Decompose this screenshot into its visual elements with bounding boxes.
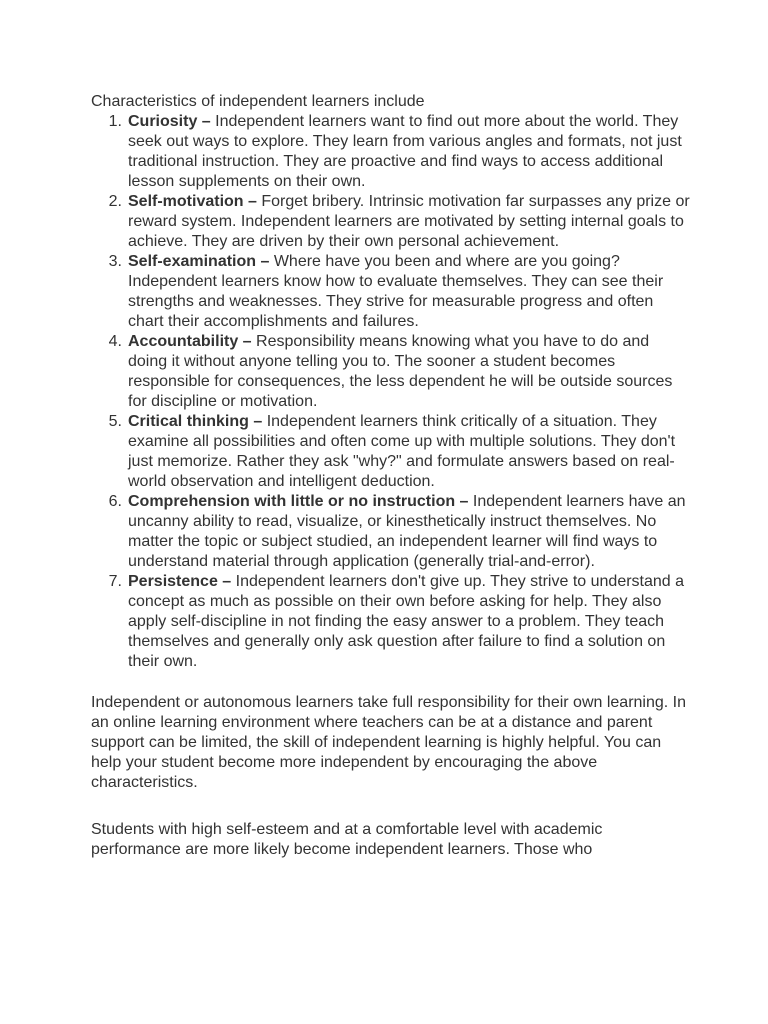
list-item-number: 4. [108, 333, 122, 350]
list-item-term: Critical thinking – [128, 413, 263, 430]
paragraph-self-esteem: Students with high self-esteem and at a comfortable level with academic performance are more likely become independent learners. Those who [91, 821, 603, 858]
list-item-number: 6. [108, 493, 122, 510]
list-item-term: Self-examination – [128, 253, 270, 270]
list-item-text: Independent learners have an uncanny ability to read, visualize, or kinesthetically instruct themselves. No matter the topic or subject studied, an independent learner will find ways to understand material through application (generally trial-and-error). [128, 493, 686, 570]
list-item-text: Where have you been and where are you going? Independent learners know how to evaluate themselves. They can see their strengths and weaknesses. They strive for measurable progress and often chart their accomplishments and failures. [128, 253, 664, 330]
list-item-term: Self-motivation – [128, 193, 257, 210]
list-item-term: Comprehension with little or no instruction – [128, 493, 469, 510]
list-item [91, 112, 691, 192]
list-item-number: 1. [108, 113, 122, 130]
list-item [91, 492, 691, 572]
list-item-text: Independent learners think critically of a situation. They examine all possibilities and often come up with multiple solutions. They don't just memorize. Rather they ask "why?" and formulate answers based on real-world observation and intelligent deduction. [128, 413, 676, 490]
list-item [91, 252, 691, 332]
list-item-term: Accountability – [128, 333, 252, 350]
list-item-text: Responsibility means knowing what you have to do and doing it without anyone telling you to. The sooner a student becomes responsible for consequences, the less dependent he will be outside sources for discipline or motivation. [128, 333, 673, 410]
list-item [91, 192, 691, 252]
list-item [91, 412, 691, 492]
paragraph-autonomous-learners: Independent or autonomous learners take full responsibility for their own learning. In an online learning environment where teachers can be at a distance and parent support can be limited, the skill of independent learning is highly helpful. You can help your student become more independent by encouraging the above characteristics. [91, 694, 687, 791]
list-item-number: 7. [108, 573, 122, 590]
list-item-term: Curiosity – [128, 113, 211, 130]
list-item-number: 5. [108, 413, 122, 430]
list-item-number: 2. [108, 193, 122, 210]
list-item-term: Persistence – [128, 573, 232, 590]
list-item [91, 572, 691, 672]
list-item-text: Forget bribery. Intrinsic motivation far surpasses any prize or reward system. Independent learners are motivated by setting internal goals to achieve. They are driven by their own personal achievement. [128, 193, 690, 250]
intro-text: Characteristics of independent learners include [91, 93, 425, 110]
document-body [91, 92, 691, 860]
list-item-number: 3. [108, 253, 122, 270]
list-item [91, 332, 691, 412]
characteristics-list [91, 112, 691, 672]
list-item-text: Independent learners don't give up. They strive to understand a concept as much as possible on their own before asking for help. They also apply self-discipline in not finding the easy answer to a problem. They teach themselves and generally only ask question after failure to find a solution on their own. [128, 573, 685, 670]
list-item-text: Independent learners want to find out more about the world. They seek out ways to explore. They learn from various angles and formats, not just traditional instruction. They are proactive and find ways to access additional lesson supplements on their own. [128, 113, 682, 190]
